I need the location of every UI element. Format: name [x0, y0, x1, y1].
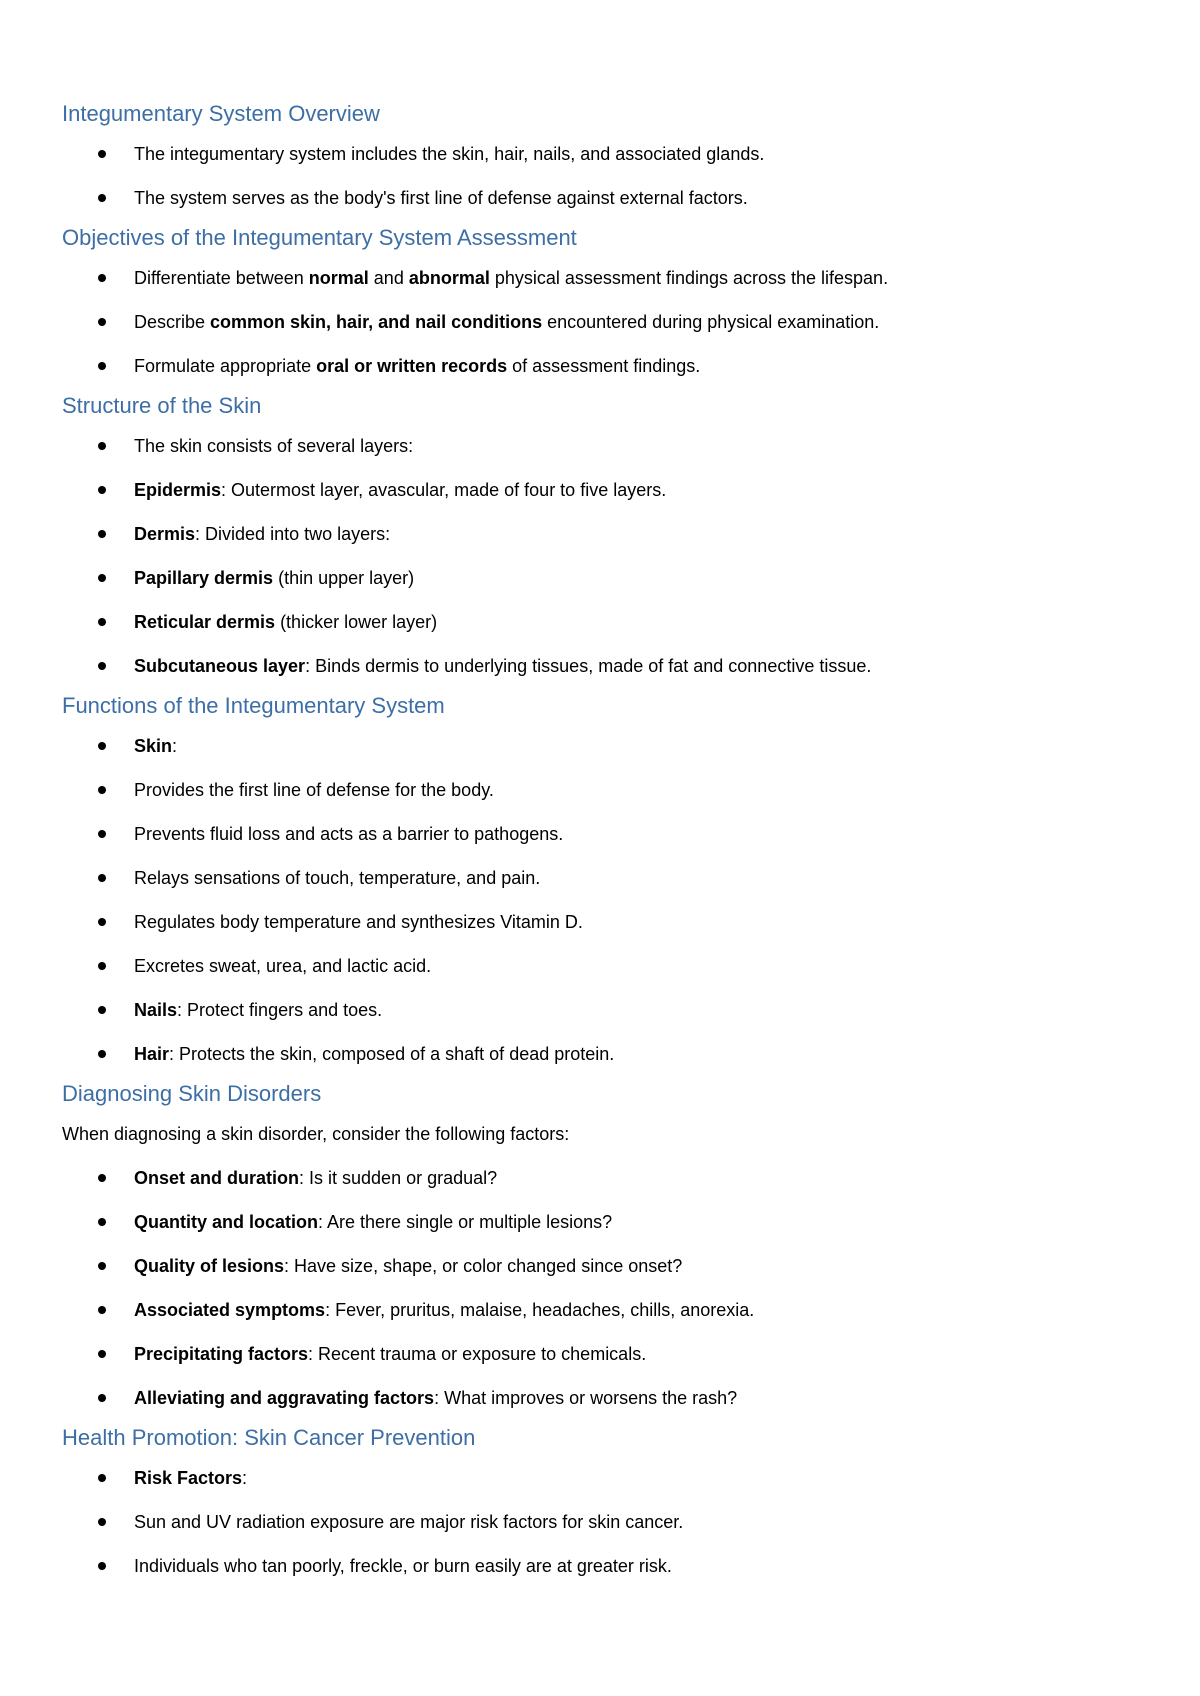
section-structure-of-the-skin	[62, 388, 1142, 688]
bullet-icon	[98, 1562, 106, 1570]
bullet-list	[62, 256, 1142, 388]
section-heading: Functions of the Integumentary System	[62, 693, 445, 718]
item-text: : Binds dermis to underlying tissues, made of fat and connective tissue.	[305, 656, 872, 676]
list-item	[62, 556, 1142, 600]
bullet-icon	[98, 1262, 106, 1270]
bullet-icon	[98, 574, 106, 582]
bullet-icon	[98, 1006, 106, 1014]
list-item	[62, 1332, 1142, 1376]
item-text: : What improves or worsens the rash?	[434, 1388, 738, 1408]
bold-term: Dermis	[134, 524, 196, 544]
list-item	[62, 424, 1142, 468]
bullet-icon	[98, 362, 106, 370]
bullet-list	[62, 1456, 1142, 1588]
item-text: Relays sensations of touch, temperature, and pain.	[134, 868, 541, 888]
bullet-list	[62, 132, 1142, 220]
item-text: The skin consists of several layers:	[134, 436, 414, 456]
section-objectives-of-the-integumentary-system-assessment	[62, 220, 1142, 388]
list-item	[62, 344, 1142, 388]
bold-term: Papillary dermis	[134, 568, 274, 588]
item-text: Provides the first line of defense for the body.	[134, 780, 494, 800]
bullet-icon	[98, 1518, 106, 1526]
item-text: :	[172, 736, 178, 756]
item-text: The integumentary system includes the skin, hair, nails, and associated glands.	[134, 144, 765, 164]
bullet-icon	[98, 874, 106, 882]
bold-term: Risk Factors	[134, 1468, 243, 1488]
bullet-icon	[98, 1218, 106, 1226]
bold-term: Nails	[134, 1000, 178, 1020]
bullet-icon	[98, 1350, 106, 1358]
bold-term: Hair	[134, 1044, 170, 1064]
section-heading: Objectives of the Integumentary System Assessment	[62, 225, 577, 250]
list-item	[62, 1156, 1142, 1200]
bullet-icon	[98, 1474, 106, 1482]
bullet-icon	[98, 150, 106, 158]
section-functions-of-the-integumentary-system	[62, 688, 1142, 1076]
list-item	[62, 724, 1142, 768]
section-heading: Integumentary System Overview	[62, 101, 380, 126]
bold-term: Onset and duration	[134, 1168, 300, 1188]
bullet-icon	[98, 1306, 106, 1314]
bullet-icon	[98, 1050, 106, 1058]
list-item	[62, 300, 1142, 344]
list-item	[62, 1200, 1142, 1244]
item-text: : Divided into two layers:	[195, 524, 391, 544]
bullet-icon	[98, 274, 106, 282]
section-heading: Health Promotion: Skin Cancer Prevention	[62, 1425, 476, 1450]
list-item	[62, 256, 1142, 300]
item-text: Prevents fluid loss and acts as a barrier to pathogens.	[134, 824, 564, 844]
list-item	[62, 468, 1142, 512]
bold-term: oral or written records	[316, 356, 508, 376]
list-item	[62, 812, 1142, 856]
section-integumentary-system-overview	[62, 96, 1142, 220]
list-item	[62, 988, 1142, 1032]
bullet-icon	[98, 742, 106, 750]
item-text: Excretes sweat, urea, and lactic acid.	[134, 956, 432, 976]
bullet-icon	[98, 486, 106, 494]
bullet-icon	[98, 1174, 106, 1182]
item-text: : Are there single or multiple lesions?	[318, 1212, 613, 1232]
item-text: : Protect fingers and toes.	[177, 1000, 383, 1020]
bullet-list	[62, 424, 1142, 688]
item-text: Regulates body temperature and synthesizes Vitamin D.	[134, 912, 583, 932]
document-body	[62, 96, 1142, 1588]
item-text: : Outermost layer, avascular, made of four to five layers.	[221, 480, 667, 500]
item-text: and	[368, 268, 409, 288]
item-text: : Recent trauma or exposure to chemicals.	[308, 1344, 647, 1364]
bold-term: Subcutaneous layer	[134, 656, 306, 676]
item-text: The system serves as the body's first line of defense against external factors.	[134, 188, 748, 208]
item-text: :	[242, 1468, 248, 1488]
section-intro: When diagnosing a skin disorder, consider the following factors:	[62, 1124, 570, 1144]
list-item	[62, 768, 1142, 812]
bullet-icon	[98, 318, 106, 326]
list-item	[62, 644, 1142, 688]
bullet-icon	[98, 962, 106, 970]
section-health-promotion-skin-cancer-prevention	[62, 1420, 1142, 1588]
bold-term: normal	[308, 268, 369, 288]
list-item	[62, 1376, 1142, 1420]
bold-term: Epidermis	[134, 480, 222, 500]
bold-term: Quantity and location	[134, 1212, 319, 1232]
bold-term: Quality of lesions	[134, 1256, 285, 1276]
item-text: : Fever, pruritus, malaise, headaches, chills, anorexia.	[325, 1300, 755, 1320]
section-heading: Diagnosing Skin Disorders	[62, 1081, 322, 1106]
item-text: encountered during physical examination.	[542, 312, 880, 332]
bold-term: abnormal	[408, 268, 490, 288]
item-text: (thicker lower layer)	[275, 612, 438, 632]
item-text: Differentiate between	[134, 268, 309, 288]
bullet-list	[62, 1156, 1142, 1420]
item-text: : Have size, shape, or color changed since onset?	[284, 1256, 683, 1276]
item-text: Individuals who tan poorly, freckle, or burn easily are at greater risk.	[134, 1556, 672, 1576]
list-item	[62, 1456, 1142, 1500]
list-item	[62, 1544, 1142, 1588]
item-text: of assessment findings.	[507, 356, 701, 376]
bullet-list	[62, 724, 1142, 1076]
item-text: : Protects the skin, composed of a shaft of dead protein.	[169, 1044, 615, 1064]
list-item	[62, 944, 1142, 988]
bullet-icon	[98, 530, 106, 538]
item-text: physical assessment findings across the lifespan.	[489, 268, 889, 288]
list-item	[62, 1032, 1142, 1076]
bold-term: Associated symptoms	[134, 1300, 326, 1320]
bullet-icon	[98, 194, 106, 202]
list-item	[62, 1244, 1142, 1288]
list-item	[62, 856, 1142, 900]
bold-term: Reticular dermis	[134, 612, 276, 632]
bold-term: Skin	[134, 736, 173, 756]
item-text: Describe	[134, 312, 211, 332]
bullet-icon	[98, 662, 106, 670]
item-text: Formulate appropriate	[134, 356, 317, 376]
section-diagnosing-skin-disorders	[62, 1076, 1142, 1420]
bullet-icon	[98, 1394, 106, 1402]
list-item	[62, 1500, 1142, 1544]
bold-term: common skin, hair, and nail conditions	[210, 312, 543, 332]
bullet-icon	[98, 618, 106, 626]
list-item	[62, 900, 1142, 944]
bullet-icon	[98, 830, 106, 838]
item-text: Sun and UV radiation exposure are major risk factors for skin cancer.	[134, 1512, 684, 1532]
list-item	[62, 1288, 1142, 1332]
bold-term: Precipitating factors	[134, 1344, 309, 1364]
list-item	[62, 600, 1142, 644]
bullet-icon	[98, 918, 106, 926]
list-item	[62, 176, 1142, 220]
section-heading: Structure of the Skin	[62, 393, 262, 418]
item-text: : Is it sudden or gradual?	[299, 1168, 498, 1188]
bold-term: Alleviating and aggravating factors	[134, 1388, 435, 1408]
item-text: (thin upper layer)	[273, 568, 415, 588]
list-item	[62, 512, 1142, 556]
list-item	[62, 132, 1142, 176]
bullet-icon	[98, 786, 106, 794]
bullet-icon	[98, 442, 106, 450]
